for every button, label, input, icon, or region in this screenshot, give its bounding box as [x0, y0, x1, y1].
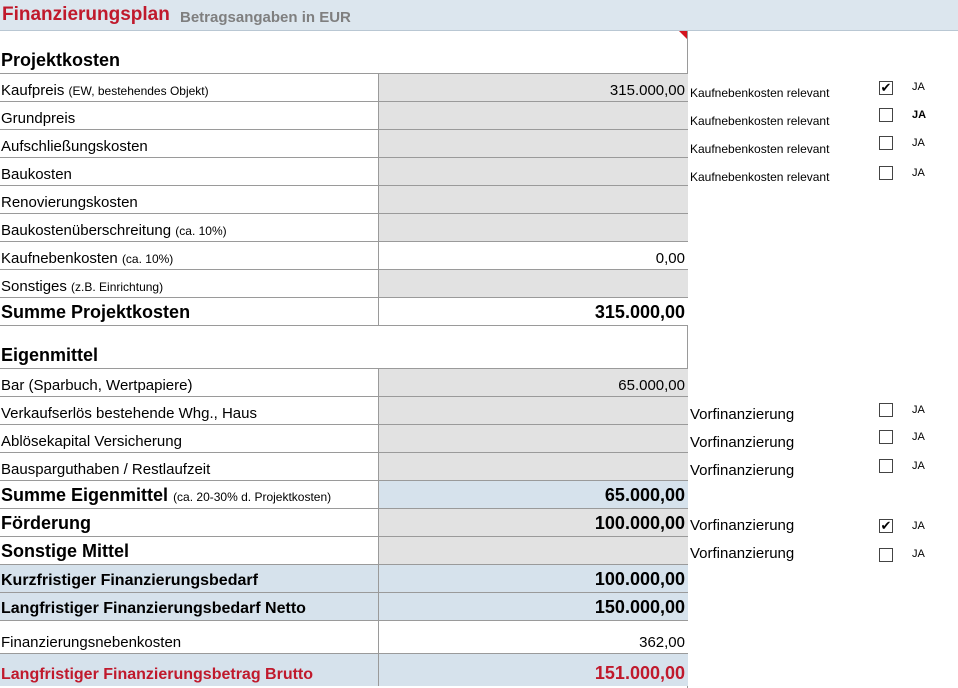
row-ueberschreitung [0, 214, 688, 242]
row-label: Sonstige Mittel [1, 541, 130, 561]
verkaufserloes-checkbox[interactable] [879, 403, 893, 417]
row-label: Baukostenüberschreitung (ca. 10%) [1, 222, 227, 239]
bauspar-input[interactable] [379, 453, 688, 480]
row-label: Kaufnebenkosten (ca. 10%) [1, 250, 174, 267]
row-grundpreis [0, 102, 688, 130]
vorfinanzierung-label: Vorfinanzierung [690, 406, 795, 423]
bar-input[interactable]: 65.000,00 [379, 369, 688, 396]
row-label: Förderung [1, 513, 91, 533]
row-summe-projektkosten [0, 298, 688, 326]
kaufnebenkosten-relevant-label: Kaufnebenkosten relevant [690, 114, 830, 128]
langfristig-netto-value: 150.000,00 [379, 593, 688, 620]
sonstige-mittel-input[interactable] [379, 537, 688, 564]
kaufnebenkosten-relevant-label: Kaufnebenkosten relevant [690, 142, 830, 156]
kaufnebenkosten-relevant-label: Kaufnebenkosten relevant [690, 170, 830, 184]
row-summe-eigenmittel [0, 481, 688, 509]
row-label: Finanzierungsnebenkosten [1, 634, 182, 651]
checkmark-icon: ✔ [880, 80, 892, 95]
ja-label: JA [912, 404, 925, 416]
ja-label: JA [912, 137, 925, 149]
row-label: Langfristiger Finanzierungsbedarf Netto [1, 600, 306, 617]
row-label: Aufschließungskosten [1, 138, 148, 155]
page-subtitle: Betragsangaben in EUR [180, 9, 351, 26]
row-aufschliessung [0, 130, 688, 158]
vorfinanzierung-label: Vorfinanzierung [690, 434, 795, 451]
row-langfristig-netto [0, 593, 688, 621]
renovierung-input[interactable] [379, 186, 688, 213]
row-label: Baukosten [1, 166, 72, 183]
grundpreis-checkbox[interactable] [879, 108, 893, 122]
kaufpreis-input[interactable]: 315.000,00 [379, 74, 688, 101]
sonstige-mittel-checkbox[interactable] [879, 548, 893, 562]
vorfinanzierung-label: Vorfinanzierung [690, 462, 795, 479]
row-label: Langfristiger Finanzierungsbetrag Brutto [1, 666, 314, 683]
row-bar [0, 369, 688, 397]
ja-label: JA [912, 109, 927, 121]
kaufnebenkosten-relevant-label: Kaufnebenkosten relevant [690, 86, 830, 100]
kurzfristig-value: 100.000,00 [379, 565, 688, 592]
baukosten-input[interactable] [379, 158, 688, 185]
ja-label: JA [912, 460, 925, 472]
row-langfristig-brutto [0, 654, 688, 686]
ja-label: JA [912, 81, 925, 93]
baukosten-checkbox[interactable] [879, 166, 893, 180]
row-label: Bausparguthaben / Restlaufzeit [1, 461, 211, 478]
summe-projektkosten-value: 315.000,00 [379, 298, 688, 325]
row-verkaufserloes [0, 397, 688, 425]
row-label: Renovierungskosten [1, 194, 138, 211]
langfristig-brutto-value: 151.000,00 [379, 654, 688, 686]
row-finanzierungsnebenkosten [0, 621, 688, 654]
ja-label: JA [912, 431, 925, 443]
row-kaufnebenkosten [0, 242, 688, 270]
page-title: Finanzierungsplan [2, 4, 170, 25]
vorfinanzierung-label: Vorfinanzierung [690, 545, 795, 562]
sonstiges-input[interactable] [379, 270, 688, 297]
row-renovierung [0, 186, 688, 214]
row-kurzfristig [0, 565, 688, 593]
kaufpreis-checkbox[interactable] [879, 81, 893, 95]
row-label: Summe Projektkosten [1, 302, 191, 322]
verkaufserloes-input[interactable] [379, 397, 688, 424]
row-foerderung [0, 509, 688, 537]
aufschliessung-input[interactable] [379, 130, 688, 157]
row-label: Sonstiges (z.B. Einrichtung) [1, 278, 164, 295]
row-sonstiges [0, 270, 688, 298]
ja-label: JA [912, 520, 925, 532]
section-eigenmittel: Eigenmittel [1, 345, 99, 365]
row-label: Kaufpreis (EW, bestehendes Objekt) [1, 82, 209, 99]
row-sonstige-mittel [0, 537, 688, 565]
foerderung-checkbox[interactable] [879, 519, 893, 533]
ja-label: JA [912, 167, 925, 179]
grundpreis-input[interactable] [379, 102, 688, 129]
row-label: Kurzfristiger Finanzierungsbedarf [1, 572, 258, 589]
kaufnebenkosten-value: 0,00 [379, 242, 688, 269]
abloese-input[interactable] [379, 425, 688, 452]
foerderung-input[interactable]: 100.000,00 [379, 509, 688, 536]
row-kaufpreis [0, 74, 688, 102]
row-label: Grundpreis [1, 110, 76, 127]
aufschliessung-checkbox[interactable] [879, 136, 893, 150]
checkmark-icon: ✔ [880, 518, 892, 533]
section-projektkosten: Projektkosten [1, 50, 121, 70]
row-label: Summe Eigenmittel (ca. 20-30% d. Projektkosten) [1, 485, 332, 505]
row-bauspar [0, 453, 688, 481]
row-label: Bar (Sparbuch, Wertpapiere) [1, 377, 193, 394]
row-abloese [0, 425, 688, 453]
row-label: Verkaufserlös bestehende Whg., Haus [1, 405, 257, 422]
ueberschreitung-input[interactable] [379, 214, 688, 241]
summe-eigenmittel-value: 65.000,00 [379, 481, 688, 508]
vorfinanzierung-label: Vorfinanzierung [690, 517, 795, 534]
row-label: Ablösekapital Versicherung [1, 433, 182, 450]
bauspar-checkbox[interactable] [879, 459, 893, 473]
ja-label: JA [912, 548, 925, 560]
finanzierungsnebenkosten-value: 362,00 [379, 621, 688, 653]
comment-indicator-icon[interactable] [679, 31, 687, 39]
row-baukosten [0, 158, 688, 186]
abloese-checkbox[interactable] [879, 430, 893, 444]
